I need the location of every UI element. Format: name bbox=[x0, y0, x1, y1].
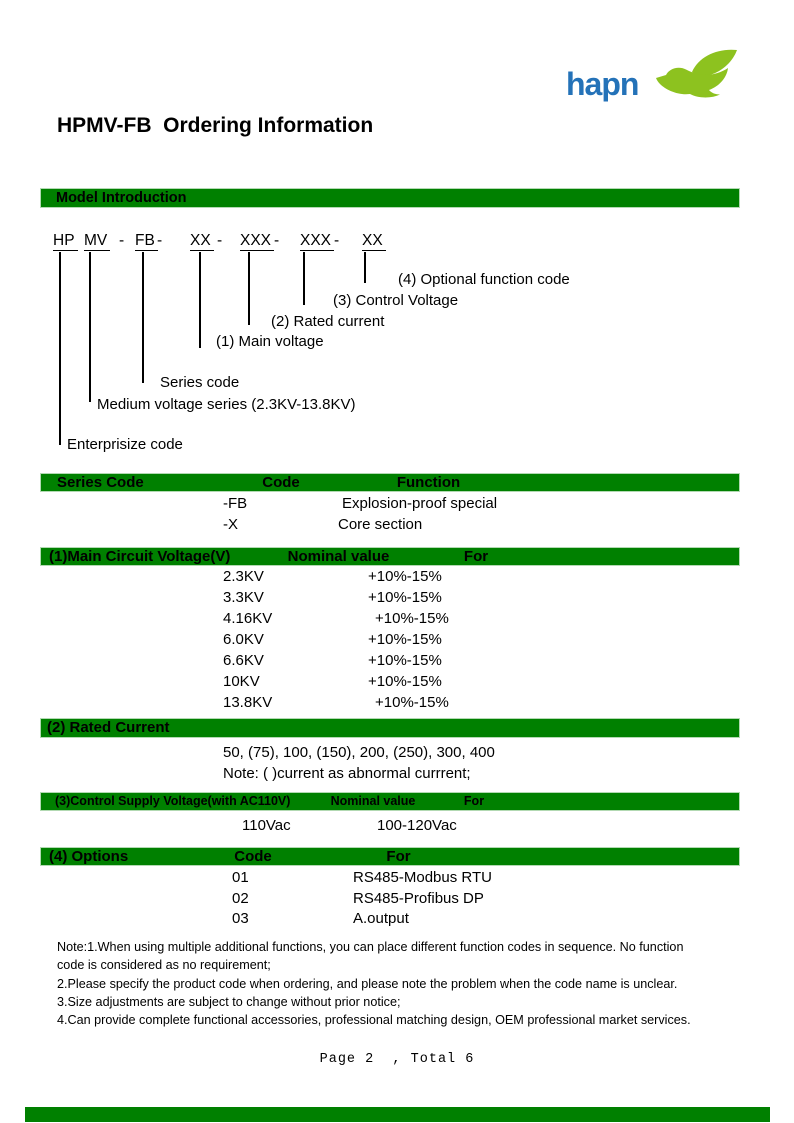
table-row bbox=[40, 673, 740, 693]
table-row bbox=[40, 610, 740, 630]
for-cell: RS485-Profibus DP bbox=[353, 890, 484, 907]
table-row bbox=[40, 589, 740, 609]
page-number: Page 2 , Total 6 bbox=[319, 1052, 475, 1067]
section-header-options bbox=[40, 847, 740, 866]
table-row bbox=[40, 495, 740, 515]
code-separator: - bbox=[157, 232, 163, 249]
code-cell: 03 bbox=[232, 910, 249, 927]
tolerance-cell: +10%-15% bbox=[368, 673, 442, 690]
for-cell: A.output bbox=[353, 910, 409, 927]
tolerance-cell: +10%-15% bbox=[368, 568, 442, 585]
section-header-model-introduction bbox=[40, 188, 740, 208]
column-header: Code bbox=[262, 474, 300, 491]
table-row bbox=[40, 631, 740, 651]
table-row bbox=[40, 869, 740, 889]
note-line: 2.Please specify the product code when ordering, and please note the problem when the code name is unclear. bbox=[57, 976, 678, 991]
code-cell: -FB bbox=[223, 495, 248, 512]
code-cell: 01 bbox=[232, 869, 249, 886]
table-row bbox=[40, 516, 740, 536]
column-header: (3)Control Supply Voltage(with AC110V) bbox=[55, 794, 291, 808]
table-row bbox=[40, 652, 740, 672]
leader-line bbox=[89, 252, 91, 402]
code-separator: - bbox=[217, 232, 223, 249]
note-text: Note: ( )current as abnormal currrent; bbox=[223, 765, 471, 782]
leader-line bbox=[59, 252, 61, 445]
dove-icon bbox=[654, 48, 740, 100]
code-cell: 02 bbox=[232, 890, 249, 907]
tolerance-cell: +10%-15% bbox=[375, 694, 449, 711]
page-title: HPMV-FB Ordering Information bbox=[57, 114, 374, 137]
callout-control-voltage: (3) Control Voltage bbox=[333, 292, 459, 309]
column-header: Code bbox=[234, 848, 272, 865]
leader-line bbox=[364, 252, 366, 283]
voltage-cell: 4.16KV bbox=[223, 610, 273, 627]
code-segment: MV bbox=[84, 232, 110, 251]
section-header-rated-current bbox=[40, 718, 740, 738]
voltage-cell: 3.3KV bbox=[223, 589, 264, 606]
leader-line bbox=[303, 252, 305, 305]
column-header: (1)Main Circuit Voltage(V) bbox=[49, 548, 231, 565]
rated-current-values bbox=[40, 744, 740, 764]
section-title: Model Introduction bbox=[56, 190, 187, 206]
table-row bbox=[40, 694, 740, 714]
tolerance-cell: +10%-15% bbox=[368, 589, 442, 606]
code-segment: XXX bbox=[240, 232, 274, 251]
function-cell: Explosion-proof special bbox=[342, 495, 498, 512]
voltage-cell: 2.3KV bbox=[223, 568, 264, 585]
section-header-main-circuit-voltage bbox=[40, 547, 740, 566]
note-line: code is considered as no requirement; bbox=[57, 957, 271, 972]
code-segment: HP bbox=[53, 232, 78, 251]
leader-line bbox=[248, 252, 250, 325]
column-header: For bbox=[386, 848, 411, 865]
callout-optional-function-code: (4) Optional function code bbox=[398, 271, 570, 288]
code-cell: -X bbox=[223, 516, 238, 533]
section-header-control-supply-voltage bbox=[40, 792, 740, 811]
table-row bbox=[40, 890, 740, 910]
range-cell: 100-120Vac bbox=[377, 817, 457, 834]
function-cell: Core section bbox=[338, 516, 423, 533]
logo-wordmark: hapn bbox=[566, 66, 639, 102]
code-separator: - bbox=[334, 232, 340, 249]
voltage-cell: 6.0KV bbox=[223, 631, 264, 648]
for-cell: RS485-Modbus RTU bbox=[353, 869, 492, 886]
tolerance-cell: +10%-15% bbox=[368, 652, 442, 669]
note-line: Note:1.When using multiple additional functions, you can place different function codes in sequence. No function bbox=[57, 939, 684, 954]
leader-line bbox=[142, 252, 144, 383]
code-segment: XX bbox=[190, 232, 214, 251]
callout-rated-current: (2) Rated current bbox=[271, 313, 385, 330]
callout-series-code: Series code bbox=[160, 374, 240, 391]
code-segment: XXX bbox=[300, 232, 334, 251]
code-segment: XX bbox=[362, 232, 386, 251]
column-header: For bbox=[463, 548, 489, 565]
tolerance-cell: +10%-15% bbox=[368, 631, 442, 648]
table-row bbox=[40, 817, 740, 837]
tolerance-cell: +10%-15% bbox=[375, 610, 449, 627]
note-line: 4.Can provide complete functional accessories, professional matching design, OEM professional market services. bbox=[57, 1012, 691, 1027]
column-header: Function bbox=[396, 474, 461, 491]
column-header: (4) Options bbox=[49, 848, 129, 865]
note-line: 3.Size adjustments are subject to change without prior notice; bbox=[57, 994, 401, 1009]
code-separator: - bbox=[274, 232, 280, 249]
table-row bbox=[40, 568, 740, 588]
voltage-cell: 6.6KV bbox=[223, 652, 264, 669]
column-header: For bbox=[463, 794, 485, 808]
rated-current-note bbox=[40, 765, 740, 785]
section-header-series-code bbox=[40, 473, 740, 492]
leader-line bbox=[199, 252, 201, 348]
code-separator: - bbox=[119, 232, 125, 249]
code-segment: FB bbox=[135, 232, 158, 251]
voltage-cell: 10KV bbox=[223, 673, 260, 690]
callout-main-voltage: (1) Main voltage bbox=[216, 333, 324, 350]
callout-medium-voltage-series: Medium voltage series (2.3KV-13.8KV) bbox=[97, 396, 356, 413]
column-header: Nominal value bbox=[287, 548, 390, 565]
voltage-cell: 110Vac bbox=[242, 817, 291, 834]
values-text: 50, (75), 100, (150), 200, (250), 300, 400 bbox=[223, 744, 495, 761]
footer-bar bbox=[25, 1107, 770, 1122]
voltage-cell: 13.8KV bbox=[223, 694, 273, 711]
callout-enterprisize-code: Enterprisize code bbox=[67, 436, 183, 453]
column-header: Series Code bbox=[57, 474, 144, 491]
section-title: (2) Rated Current bbox=[47, 719, 170, 736]
column-header: Nominal value bbox=[330, 794, 416, 808]
table-row bbox=[40, 910, 740, 930]
